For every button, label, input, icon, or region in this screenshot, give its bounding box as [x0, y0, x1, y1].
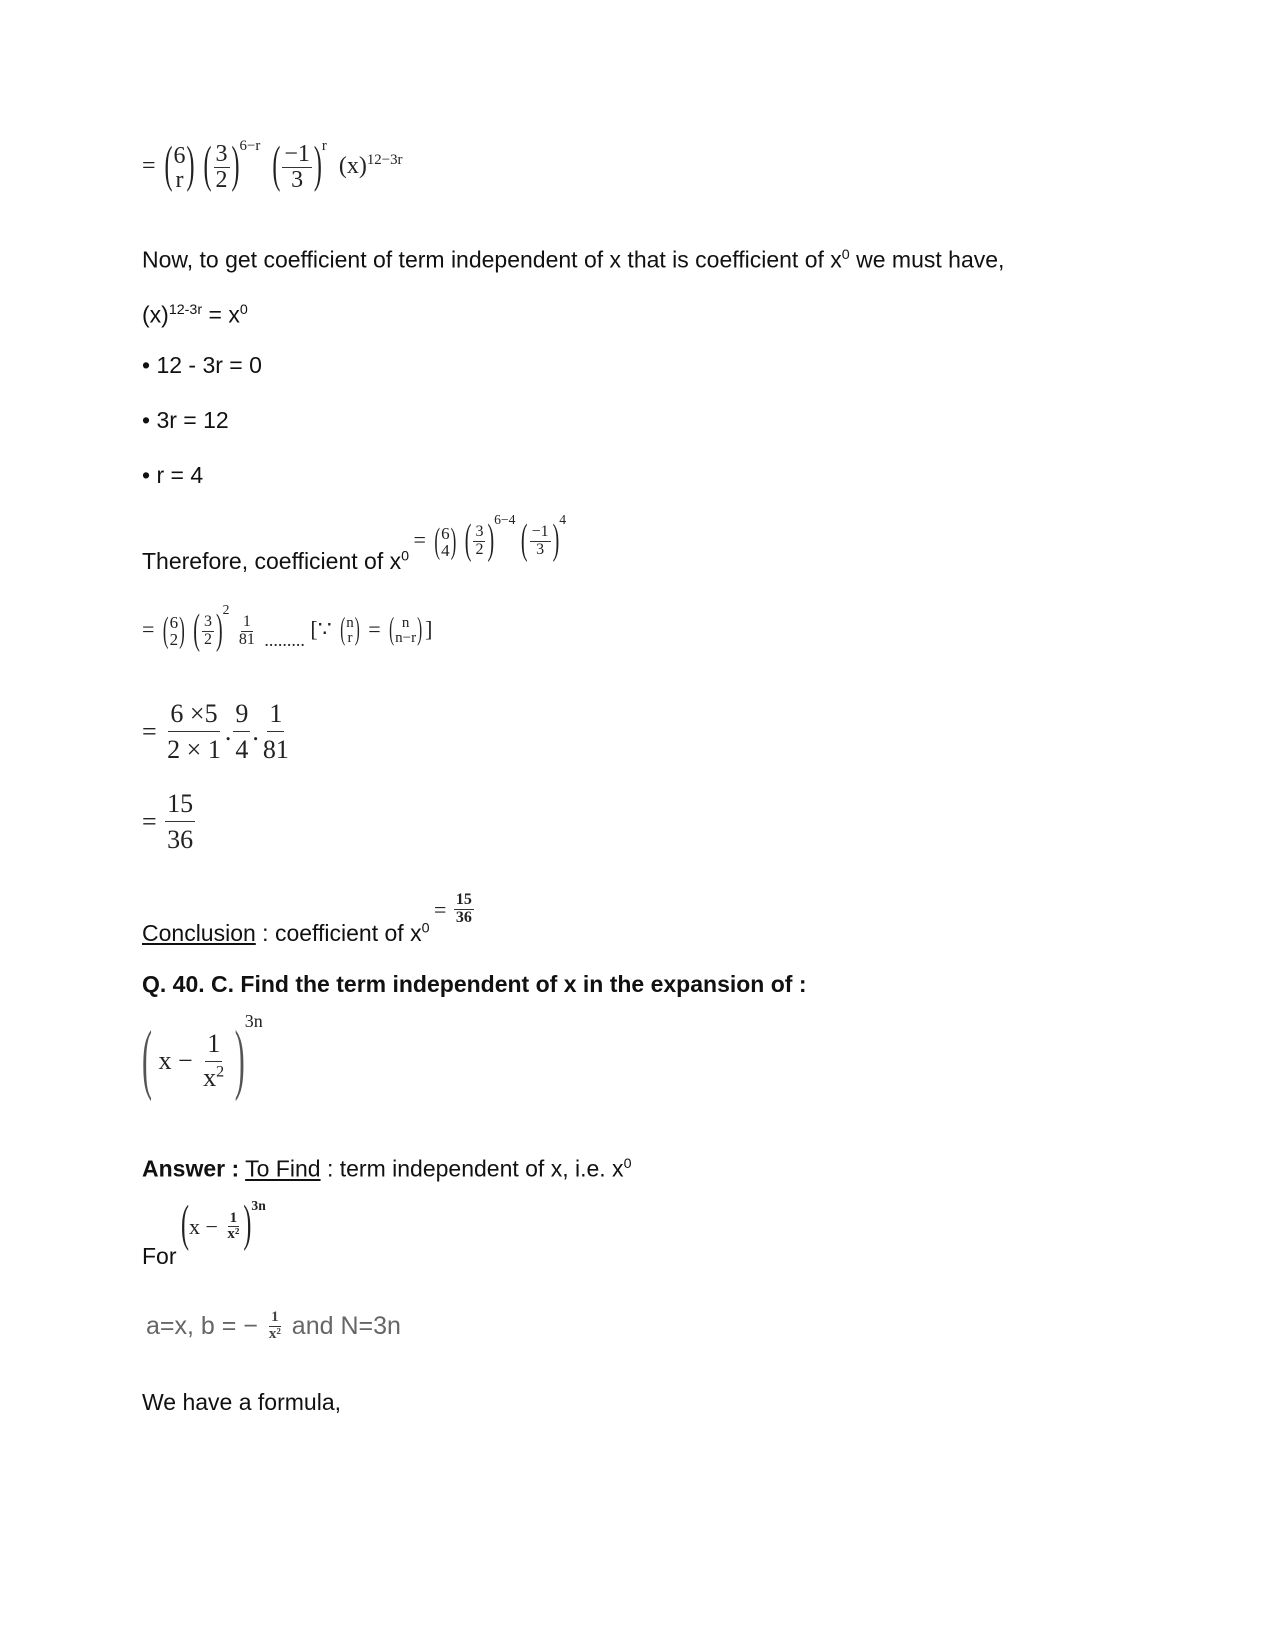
bullet-item: • 3r = 12 — [142, 407, 229, 433]
formula-intro: We have a formula, — [142, 1389, 342, 1415]
for-line: For (x − $\frac{1}{\text{x²}}$ )$^{3n}$ — [142, 1197, 266, 1269]
conclusion-label: Conclusion — [142, 919, 256, 946]
step-four-equation: = $\frac{15}{36}$ — [142, 789, 194, 855]
paragraph-now: Now, to get coefficient of term independent of x that is coefficient of $x^0$ we must have, — [142, 246, 1005, 273]
answer-line: Answer : To Find : term independent of x, i.e. $x^0$ — [142, 1155, 632, 1182]
power-equation: $(x)^{12-3r} = x^0$ — [142, 301, 248, 328]
fraction: $\frac{-1}{3}$ — [284, 141, 310, 194]
step-three-equation: = $\frac{6 \times 5}{2 \times 1}$ . $\frac{9}{4}$ . $\frac{1}{81}$ — [142, 699, 289, 765]
bullet-item: • 12 - 3r = 0 — [142, 352, 262, 378]
to-find-label: To Find — [245, 1155, 321, 1182]
step-two-equation: = ( 6 2 ) ( $\frac{3}{2}$ )$^2$ $\frac{1}{81}$ $_{.........}$ [∵ ( n r ) = ( n n−r ) ] — [142, 602, 433, 654]
question-heading: Q. 40. C. Find the term independent of x in the expansion of : — [142, 971, 807, 997]
equals-sign: = — [142, 153, 156, 180]
therefore-line: Therefore, coefficient of $x^0$ = ( 6 4 ) ( $\frac{3}{2}$ )$^{6-4}$ ( $\frac{-1}{3}$ )$^4$ — [142, 512, 567, 574]
ab-definition-line: a=x, b = − $\frac{1}{\text{x²}}$ and N=3n — [146, 1309, 401, 1342]
conclusion-line: Conclusion : coefficient of $x^0$ = $\frac{15}{36}$ — [142, 891, 472, 946]
fraction: $\frac{3}{2}$ — [215, 141, 228, 194]
binomial-coefficient: ( 6 r ) — [164, 139, 195, 194]
question-expression: ( x − $\frac{1}{x^2}$ )$^{3n}$ — [142, 1011, 263, 1103]
bullet-item: • r = 4 — [142, 462, 204, 488]
general-term-equation: = ( 6 r ) ( $\frac{3}{2}$ )$^{6-r}$ ( $\frac{-1}{3}$ )$^r$ $(x)^{12-3r}$ — [142, 138, 403, 194]
